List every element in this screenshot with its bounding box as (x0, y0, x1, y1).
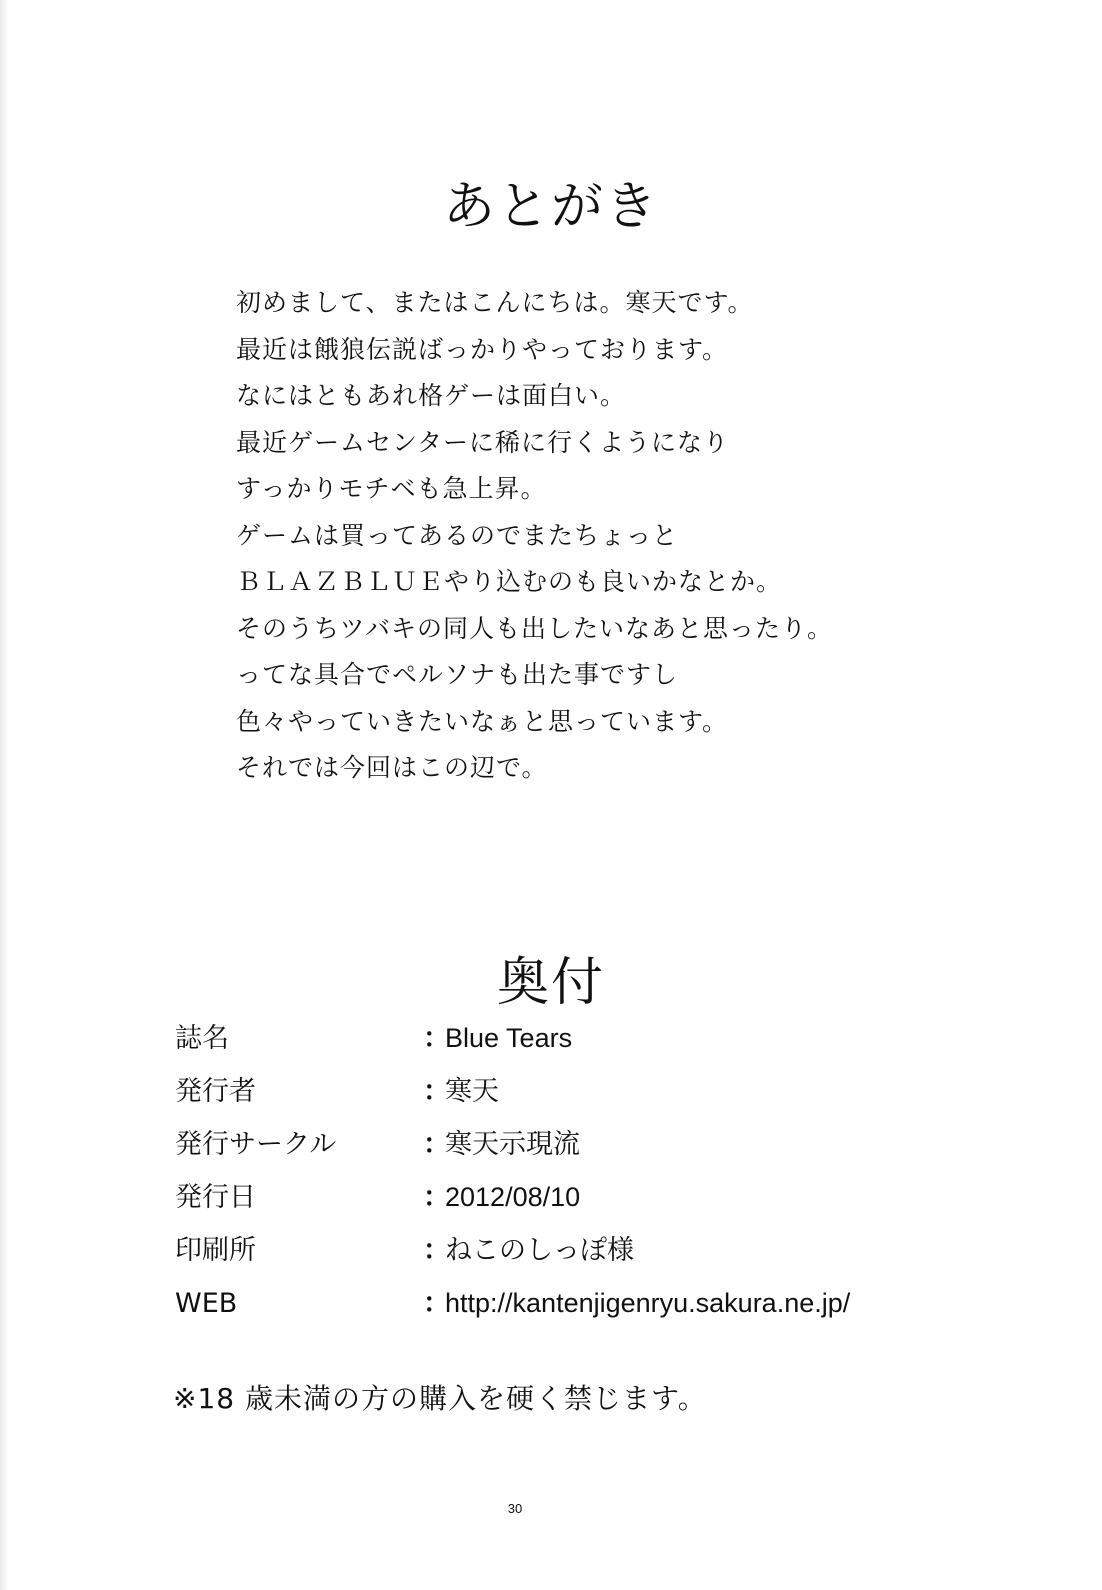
afterword-line: それでは今回はこの辺で。 (236, 753, 548, 782)
colophon-label: 誌名 (175, 1023, 229, 1054)
afterword-line: ＢＬＡＺＢＬＵＥやり込むのも良いかなとか。 (236, 567, 783, 596)
colophon-table (175, 1012, 1055, 1330)
colophon-value: Blue Tears (445, 1023, 573, 1053)
afterword-body (236, 280, 1056, 792)
colophon-separator: ： (423, 1288, 450, 1319)
colophon-label: 印刷所 (175, 1235, 256, 1266)
colophon-label: 発行者 (175, 1076, 256, 1107)
afterword-line: そのうちツバキの同人も出したいなあと思ったり。 (236, 613, 834, 643)
colophon-row-web (175, 1277, 1055, 1330)
colophon-value: ねこのしっぽ様 (445, 1235, 634, 1265)
colophon-separator: ： (423, 1235, 450, 1266)
afterword-line: ゲームは買ってあるのでまたちょっと (236, 520, 679, 550)
colophon-row-circle (175, 1118, 1055, 1171)
afterword-line: すっかりモチベも急上昇。 (236, 474, 547, 503)
colophon-label: 発行日 (175, 1182, 256, 1213)
colophon-value: 寒天示現流 (445, 1129, 580, 1159)
colophon-row-title (175, 1012, 1055, 1065)
afterword-line: 初めまして、またはこんにちは。寒天です。 (236, 288, 754, 317)
afterword-line: なにはともあれ格ゲーは面白い。 (236, 381, 627, 410)
colophon-separator: ： (423, 1182, 450, 1213)
colophon-separator: ： (423, 1076, 450, 1107)
colophon-row-date (175, 1171, 1055, 1224)
afterword-title: あとがき (442, 176, 659, 237)
colophon-web-link: http://kantenjigenryu.sakura.ne.jp/ (445, 1288, 851, 1318)
page-number: 30 (507, 1501, 523, 1516)
colophon-row-publisher (175, 1065, 1055, 1118)
colophon-value: 寒天 (445, 1076, 499, 1106)
afterword-line: ってな具合でペルソナも出た事ですし (236, 660, 679, 689)
colophon-row-printer (175, 1224, 1055, 1277)
colophon-separator: ： (423, 1023, 450, 1054)
colophon-value: 2012/08/10 (445, 1182, 581, 1212)
afterword-line: 最近は餓狼伝説ばっかりやっております。 (236, 334, 729, 364)
colophon-separator: ： (423, 1129, 450, 1160)
colophon-label: 発行サークル (175, 1129, 337, 1160)
colophon-label: WEB (175, 1288, 238, 1319)
afterword-line: 最近ゲームセンターに稀に行くようになり (236, 427, 730, 457)
afterword-line: 色々やっていきたいなぁと思っています。 (236, 706, 729, 736)
colophon-title: 奥付 (496, 953, 605, 1014)
age-restriction-notice: ※18 歳未満の方の購入を硬く禁じます。 (173, 1382, 707, 1415)
